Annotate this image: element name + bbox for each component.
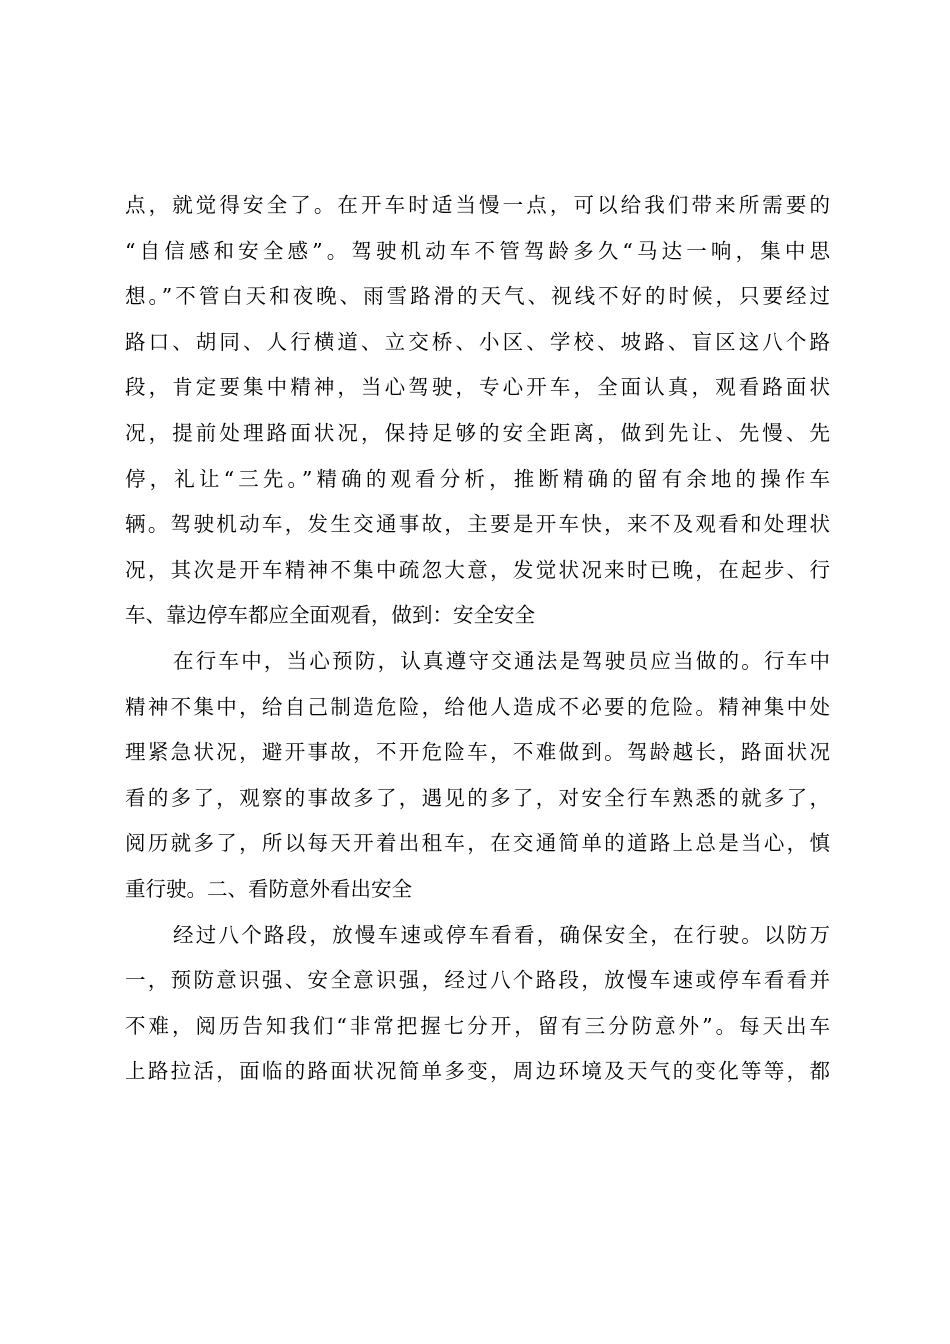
text-line: 在行车中，当心预防，认真遵守交通法是驾驶员应当做的。行车中	[173, 648, 830, 673]
document-page	[125, 189, 830, 1101]
text-line: “自信感和安全感”。驾驶机动车不管驾龄多久“马达一响，集中思	[125, 238, 830, 263]
text-line: 况，提前处理路面状况，保持足够的安全距离，做到先让、先慢、先	[125, 420, 830, 445]
text-line: 重行驶。二、看防意外看出安全	[125, 876, 412, 901]
paragraph-1	[125, 189, 830, 645]
text-line: 上路拉活，面临的路面状况简单多变，周边环境及天气的变化等等，都	[125, 1059, 830, 1084]
text-line: 点，就觉得安全了。在开车时适当慢一点，可以给我们带来所需要的	[125, 193, 830, 217]
text-line: 阅历就多了，所以每天开着出租车，在交通简单的道路上总是当心，慎	[125, 831, 830, 856]
paragraph-2	[125, 645, 830, 919]
text-line: 理紧急状况，避开事故，不开危险车，不难做到。驾龄越长，路面状况	[125, 740, 830, 765]
text-line: 停，礼让“三先。”精确的观看分析，推断精确的留有余地的操作车	[125, 466, 830, 491]
text-line: 经过八个路段，放慢车速或停车看看，确保安全，在行驶。以防万	[173, 922, 830, 947]
text-line: 精神不集中，给自己制造危险，给他人造成不必要的危险。精神集中处	[125, 694, 830, 719]
text-line: 不难，阅历告知我们“非常把握七分开，留有三分防意外”。每天出车	[125, 1013, 830, 1038]
text-line: 段，肯定要集中精神，当心驾驶，专心开车，全面认真，观看路面状	[125, 375, 830, 400]
text-line: 看的多了，观察的事故多了，遇见的多了，对安全行车熟悉的就多了，	[125, 785, 830, 810]
text-line: 车、靠边停车都应全面观看，做到：安全安全	[125, 603, 535, 628]
text-line: 况，其次是开车精神不集中疏忽大意，发觉状况来时已晚，在起步、行	[125, 557, 830, 582]
text-line: 路口、胡同、人行横道、立交桥、小区、学校、坡路、盲区这八个路	[125, 329, 830, 354]
paragraph-3	[125, 919, 830, 1101]
text-line: 想。”不管白天和夜晚、雨雪路滑的天气、视线不好的时候，只要经过	[125, 284, 830, 309]
text-line: 辆。驾驶机动车，发生交通事故，主要是开车快，来不及观看和处理状	[125, 512, 830, 537]
text-line: 一，预防意识强、安全意识强，经过八个路段，放慢车速或停车看看并	[125, 968, 830, 993]
